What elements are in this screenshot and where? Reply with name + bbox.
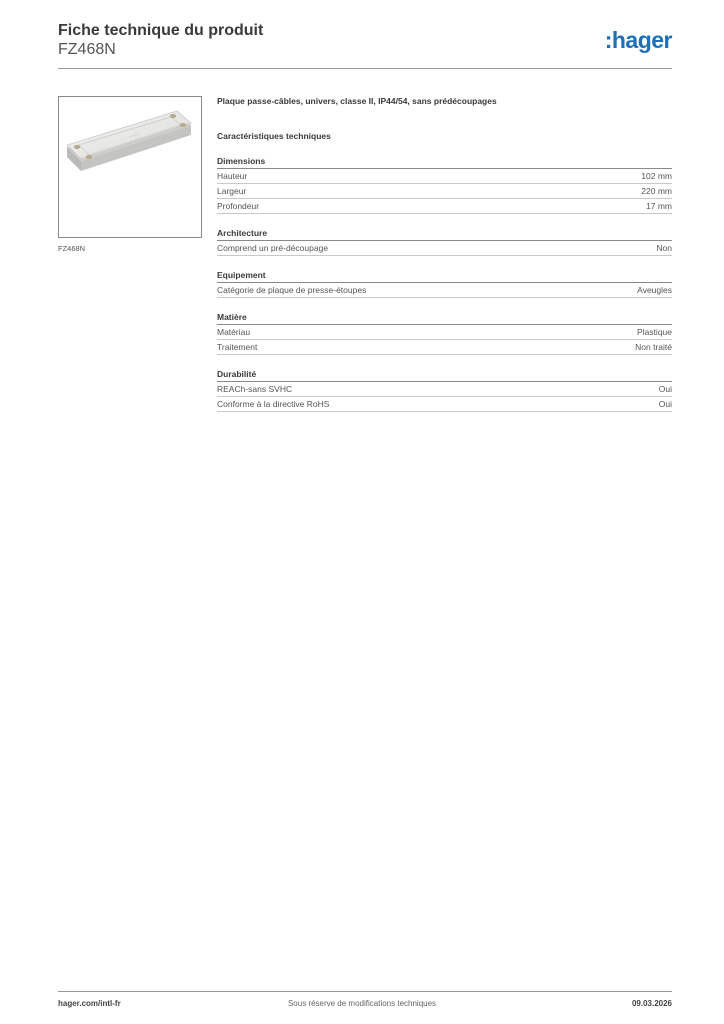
section-matiere	[217, 311, 672, 355]
spec-row	[217, 397, 672, 412]
section-title: Matière	[217, 311, 672, 325]
footer-date: 09.03.2026	[631, 999, 672, 1008]
spec-label: Catégorie de plaque de presse-étoupes	[217, 285, 367, 295]
hager-logo: :hager	[604, 27, 672, 53]
spec-value: Non	[656, 243, 672, 253]
specs-heading: Caractéristiques techniques	[217, 131, 331, 141]
footer-website-link[interactable]: hager.com/intl-fr	[58, 999, 121, 1008]
section-title: Durabilité	[217, 368, 672, 382]
spec-row	[217, 382, 672, 397]
spec-label: REACh-sans SVHC	[217, 384, 293, 394]
section-dimensions	[217, 155, 672, 214]
spec-value: Oui	[658, 399, 672, 409]
spec-label: Conforme à la directive RoHS	[217, 399, 330, 409]
image-caption: FZ468N	[58, 244, 86, 253]
spec-label: Profondeur	[217, 201, 260, 211]
section-equipement	[217, 269, 672, 298]
section-title: Equipement	[217, 269, 672, 283]
spec-value: Non traité	[635, 342, 672, 352]
document-title: Fiche technique du produit	[58, 22, 264, 39]
spec-value: Aveugles	[637, 285, 672, 295]
section-title: Architecture	[217, 227, 672, 241]
product-image	[58, 96, 202, 238]
spec-row	[217, 199, 672, 214]
spec-row	[217, 169, 672, 184]
page-header	[58, 22, 672, 68]
spec-row	[217, 241, 672, 256]
product-description: Plaque passe-câbles, univers, classe II, IP44/54, sans prédécoupages	[217, 96, 497, 106]
spec-label: Comprend un pré-découpage	[217, 243, 329, 253]
product-reference: FZ468N	[58, 41, 116, 58]
product-content	[217, 95, 672, 412]
spec-label: Largeur	[217, 186, 247, 196]
spec-row	[217, 283, 672, 298]
spec-row	[217, 325, 672, 340]
footer-notice: Sous réserve de modifications techniques	[287, 999, 437, 1008]
spec-value: 220 mm	[641, 186, 672, 196]
spec-row	[217, 184, 672, 199]
spec-value: Plastique	[637, 327, 672, 337]
spec-label: Hauteur	[217, 171, 248, 181]
header-divider	[58, 68, 672, 69]
section-architecture	[217, 227, 672, 256]
spec-value: 102 mm	[641, 171, 672, 181]
spec-label: Matériau	[217, 327, 251, 337]
footer-divider	[58, 991, 672, 992]
spec-value: 17 mm	[646, 201, 672, 211]
cable-gland-plate-icon	[59, 97, 201, 237]
spec-label: Traitement	[217, 342, 258, 352]
spec-value: Oui	[658, 384, 672, 394]
section-durabilite	[217, 368, 672, 412]
section-title: Dimensions	[217, 155, 672, 169]
spec-row	[217, 340, 672, 355]
